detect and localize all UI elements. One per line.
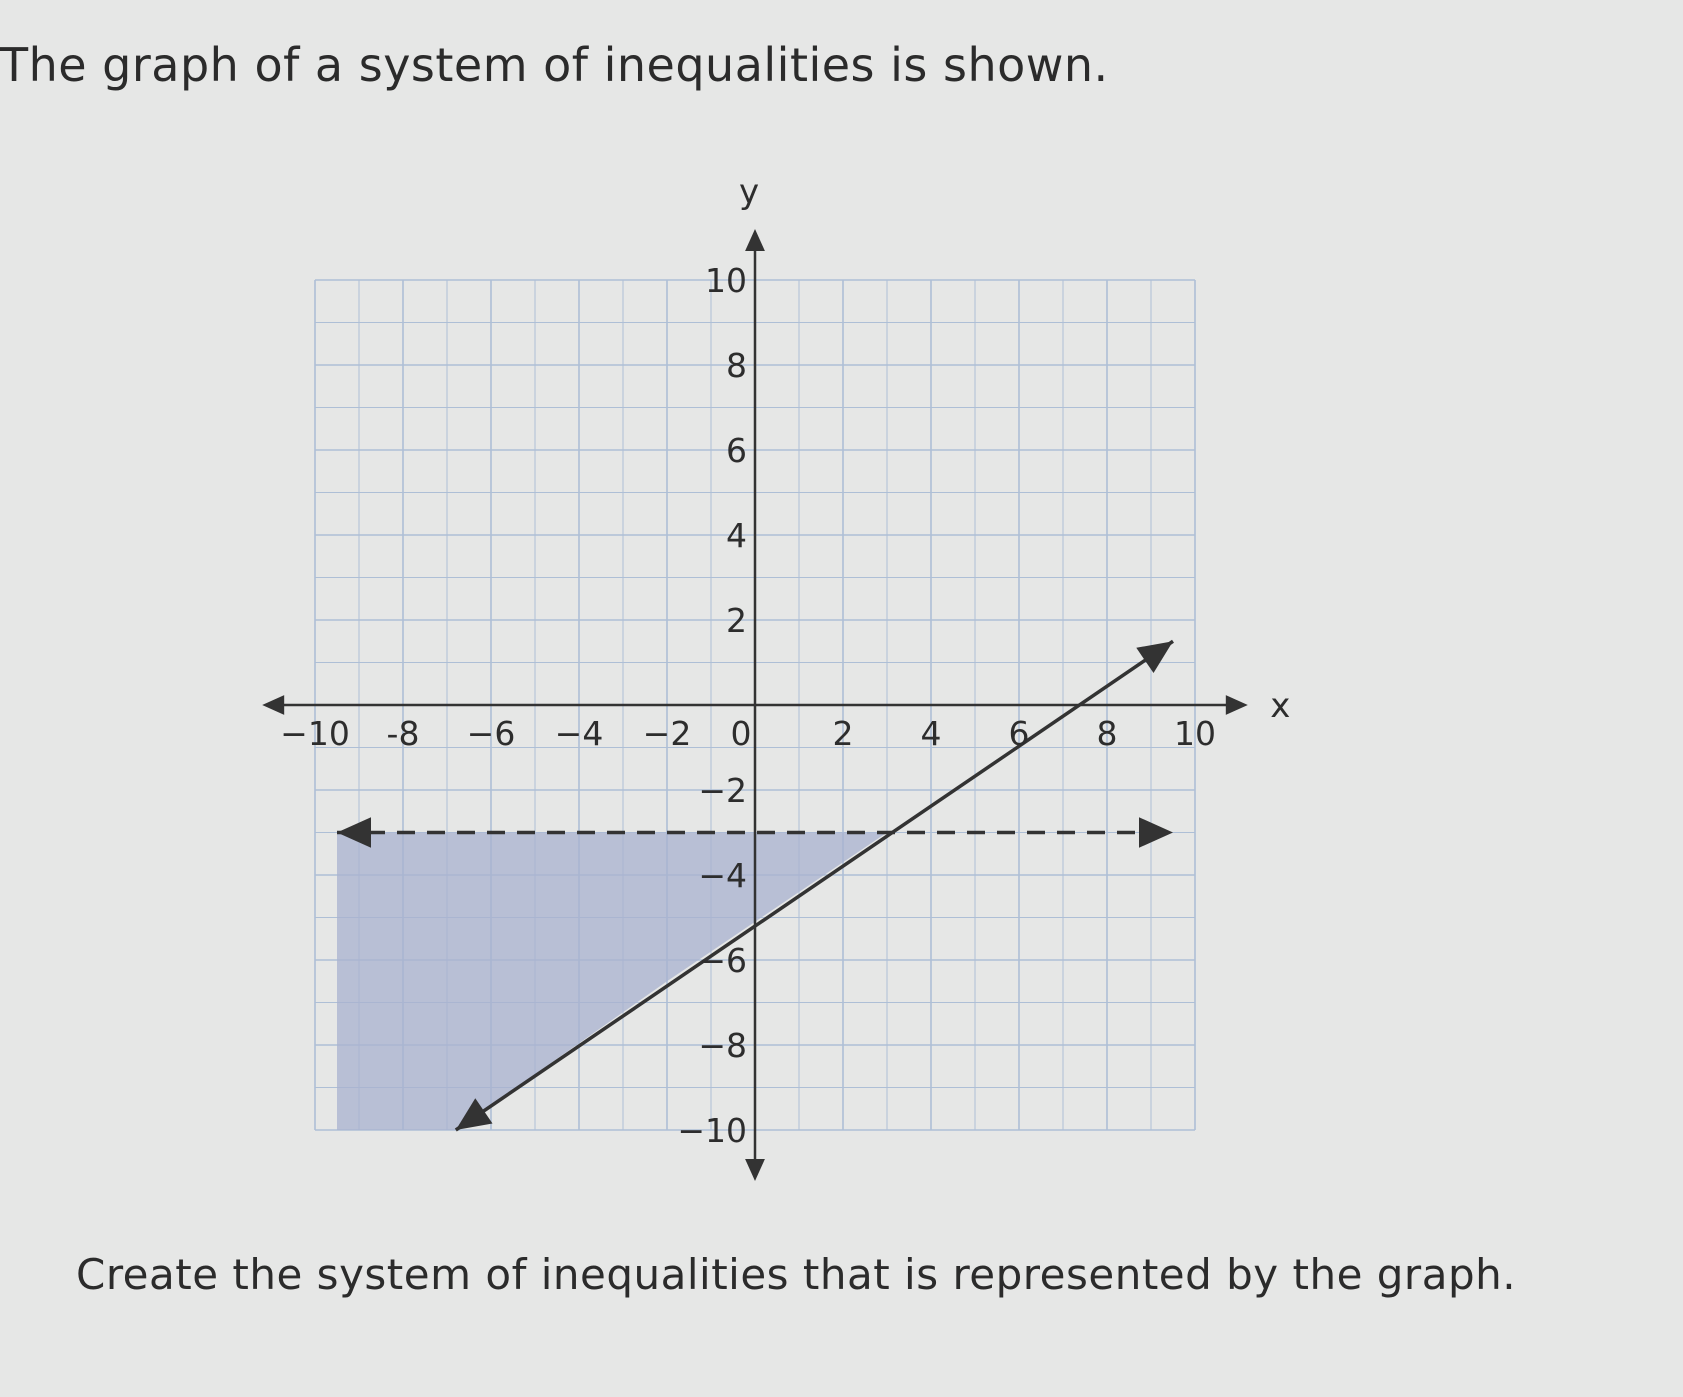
- question-title: The graph of a system of inequalities is shown.: [0, 38, 1109, 92]
- y-tick-label: 4: [726, 516, 747, 555]
- line-arrow-end: [1139, 817, 1173, 848]
- y-tick-label: 2: [726, 601, 747, 640]
- x-tick-label: -8: [386, 714, 420, 753]
- x-axis-arrow-right: [1226, 695, 1248, 715]
- question-prompt: Create the system of inequalities that is represented by the graph.: [76, 1250, 1517, 1299]
- y-tick-label: −10: [677, 1111, 747, 1150]
- x-tick-label: 0: [730, 714, 752, 753]
- x-axis-arrow-left: [262, 695, 284, 715]
- y-tick-label: 10: [705, 261, 747, 300]
- x-tick-label: 4: [920, 714, 942, 753]
- y-tick-label: −8: [698, 1026, 747, 1065]
- y-tick-label: 6: [726, 431, 747, 470]
- y-axis-arrow-down: [745, 1159, 765, 1181]
- y-tick-label: −6: [698, 941, 747, 980]
- x-tick-label: −10: [280, 714, 350, 753]
- x-tick-label: −6: [466, 714, 516, 753]
- x-tick-label: 2: [832, 714, 854, 753]
- y-tick-label: 8: [726, 346, 747, 385]
- y-tick-label: −2: [698, 771, 747, 810]
- shaded-solution-region: [337, 833, 887, 1131]
- x-tick-label: 6: [1008, 714, 1030, 753]
- shaded-region-layer: [337, 833, 887, 1131]
- x-tick-label: −4: [554, 714, 604, 753]
- y-axis-arrow-up: [745, 229, 765, 251]
- y-tick-label: −4: [698, 856, 747, 895]
- x-axis-name: x: [1270, 686, 1291, 726]
- x-tick-label: 10: [1174, 714, 1216, 753]
- y-axis-name: y: [738, 171, 760, 212]
- x-tick-label: −2: [642, 714, 692, 753]
- axis-names: [739, 172, 1290, 726]
- line-arrow-end: [1136, 641, 1173, 673]
- x-tick-label: 8: [1096, 714, 1118, 753]
